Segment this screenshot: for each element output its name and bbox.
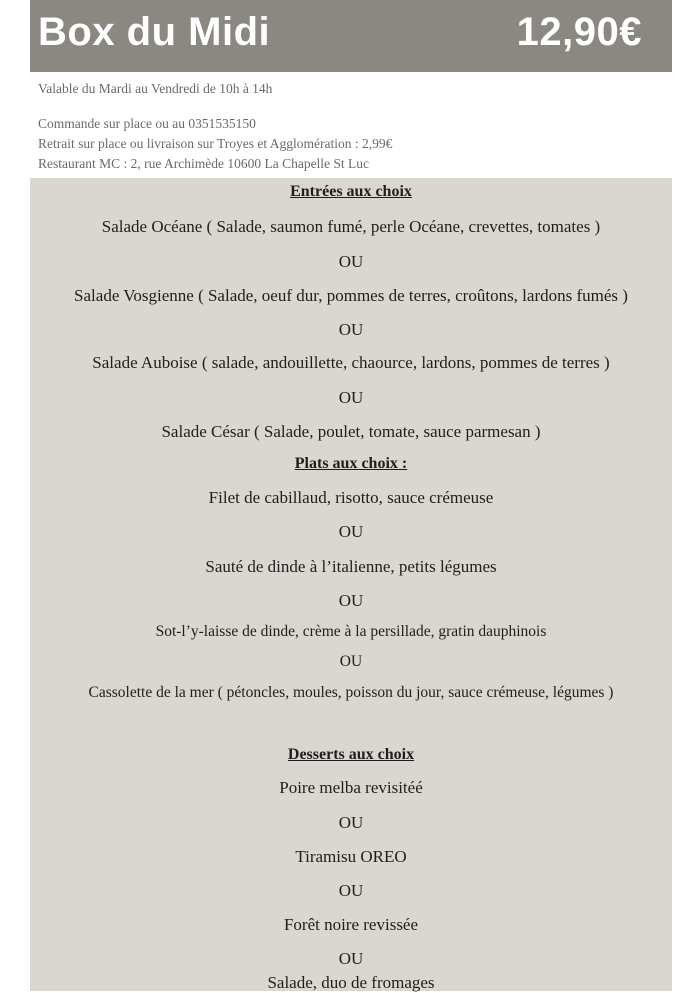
or-separator: OU: [338, 949, 364, 968]
menu-content: [30, 178, 672, 991]
desserts-heading: Desserts aux choix: [287, 746, 415, 763]
or-separator: OU: [338, 388, 364, 407]
mains-heading: Plats aux choix :: [294, 455, 408, 472]
delivery-text: Retrait sur place ou livraison sur Troyes et Agglomération : 2,99€: [38, 136, 393, 151]
dessert-item: Salade, duo de fromages: [267, 973, 435, 992]
starter-item: Salade Auboise ( salade, andouillette, chaource, lardons, pommes de terres ): [92, 353, 610, 372]
or-separator: OU: [338, 591, 364, 610]
dessert-item: Poire melba revisitéé: [279, 778, 423, 797]
or-separator: OU: [338, 522, 364, 541]
menu-title: Box du Midi: [38, 10, 271, 54]
starters-heading: Entrées aux choix: [290, 183, 412, 200]
dessert-item: Tiramisu OREO: [295, 847, 407, 866]
menu-header: [30, 0, 672, 72]
starter-item: Salade Océane ( Salade, saumon fumé, perle Océane, crevettes, tomates ): [101, 217, 601, 236]
or-separator: OU: [338, 813, 364, 832]
or-separator: OU: [339, 653, 363, 670]
validity-text: Valable du Mardi au Vendredi de 10h à 14h: [38, 81, 273, 96]
address-text: Restaurant MC : 2, rue Archimède 10600 La Chapelle St Luc: [38, 156, 370, 171]
or-separator: OU: [338, 881, 364, 900]
menu-price: 12,90€: [516, 10, 642, 54]
main-item: Sauté de dinde à l’italienne, petits légumes: [205, 557, 497, 576]
main-item: Filet de cabillaud, risotto, sauce crémeuse: [208, 488, 494, 507]
or-separator: OU: [338, 320, 364, 339]
dessert-item: Forêt noire revissée: [283, 915, 419, 934]
or-separator: OU: [338, 252, 364, 271]
starter-item: Salade Vosgienne ( Salade, oeuf dur, pommes de terres, croûtons, lardons fumés ): [74, 286, 628, 305]
starter-item: Salade César ( Salade, poulet, tomate, sauce parmesan ): [161, 422, 541, 441]
main-item: Sot-l’y-laisse de dinde, crème à la persillade, gratin dauphinois: [155, 623, 547, 640]
order-text: Commande sur place ou au 0351535150: [38, 116, 256, 131]
main-item: Cassolette de la mer ( pétoncles, moules, poisson du jour, sauce crémeuse, légumes ): [88, 684, 614, 701]
